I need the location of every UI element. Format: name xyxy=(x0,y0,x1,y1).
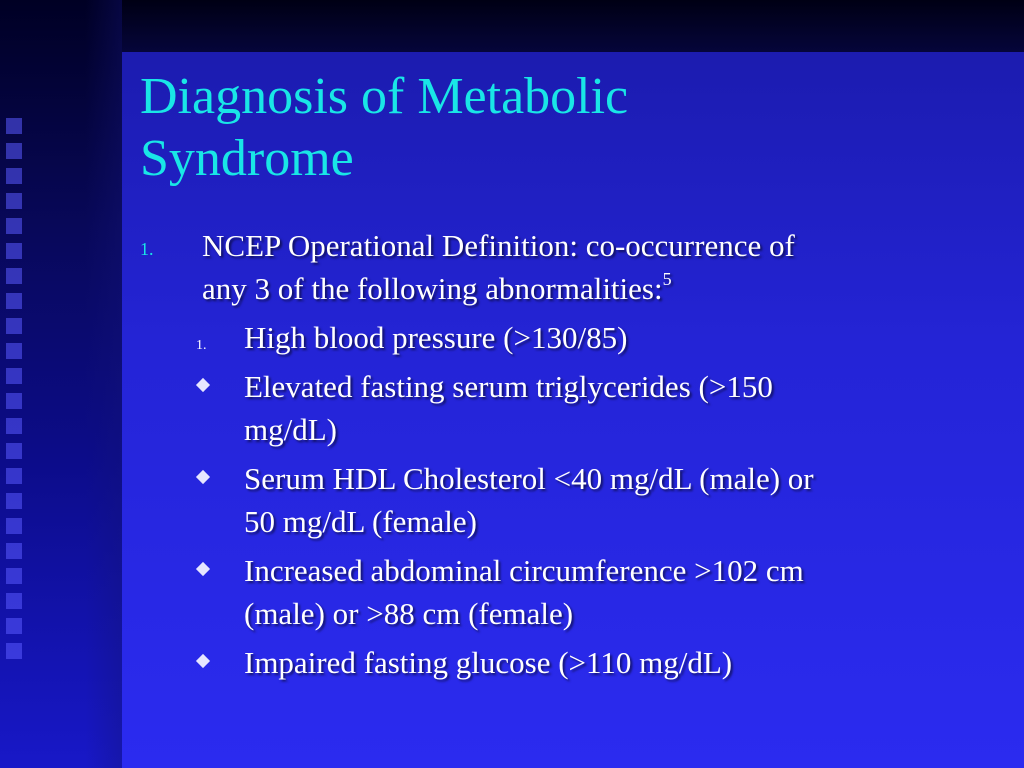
decorative-square xyxy=(6,143,22,159)
decorative-square xyxy=(6,168,22,184)
decorative-square xyxy=(6,568,22,584)
sub-list-item-text-continued: (male) or >88 cm (female) xyxy=(244,596,574,631)
diamond-bullet-icon xyxy=(196,562,210,576)
sub-list-item-text: Serum HDL Cholesterol <40 mg/dL (male) or xyxy=(244,461,814,496)
sub-list-item xyxy=(140,316,990,359)
sub-list-item-text-continued: 50 mg/dL (female) xyxy=(244,504,477,539)
decorative-square xyxy=(6,518,22,534)
sub-list-item xyxy=(140,457,990,543)
decorative-square xyxy=(6,468,22,484)
slide-title xyxy=(140,66,980,190)
sub-list-item xyxy=(140,365,990,451)
decorative-square xyxy=(6,218,22,234)
sub-list-item xyxy=(140,549,990,635)
decorative-square xyxy=(6,443,22,459)
list-number-marker: 1. xyxy=(140,239,154,259)
decorative-square xyxy=(6,243,22,259)
sub-list-item-text-continued: mg/dL) xyxy=(244,412,337,447)
decorative-square xyxy=(6,418,22,434)
list-item-text-line-2: any 3 of the following abnormalities: xyxy=(202,271,663,306)
decorative-square xyxy=(6,268,22,284)
decorative-square xyxy=(6,593,22,609)
decorative-square xyxy=(6,193,22,209)
decorative-square xyxy=(6,343,22,359)
footnote-reference: 5 xyxy=(662,269,672,289)
decorative-square xyxy=(6,643,22,659)
decorative-square xyxy=(6,493,22,509)
slide-body xyxy=(140,224,990,690)
diamond-bullet-icon xyxy=(196,470,210,484)
decorative-square-column xyxy=(6,118,28,678)
list-item-ncep-definition xyxy=(140,224,990,310)
decorative-square xyxy=(6,543,22,559)
left-decorative-strip xyxy=(0,0,122,768)
sub-list-item-text: Increased abdominal circumference >102 cm xyxy=(244,553,804,588)
decorative-square xyxy=(6,368,22,384)
slide-title-line-2: Syndrome xyxy=(140,130,354,187)
sub-list-item-text: High blood pressure (>130/85) xyxy=(244,320,628,355)
slide-title-line-1: Diagnosis of Metabolic xyxy=(140,68,629,125)
sub-list-number-marker: 1. xyxy=(196,338,207,353)
diamond-bullet-icon xyxy=(196,654,210,668)
top-dark-band xyxy=(0,0,1024,52)
diamond-bullet-icon xyxy=(196,378,210,392)
decorative-square xyxy=(6,618,22,634)
decorative-square xyxy=(6,393,22,409)
sub-list-item-text: Elevated fasting serum triglycerides (>150 xyxy=(244,369,773,404)
list-item-text-line-1: NCEP Operational Definition: co-occurrence of xyxy=(202,228,795,263)
decorative-square xyxy=(6,293,22,309)
decorative-square xyxy=(6,118,22,134)
sub-list-item-text: Impaired fasting glucose (>110 mg/dL) xyxy=(244,645,733,680)
decorative-square xyxy=(6,318,22,334)
sub-list-item xyxy=(140,641,990,684)
